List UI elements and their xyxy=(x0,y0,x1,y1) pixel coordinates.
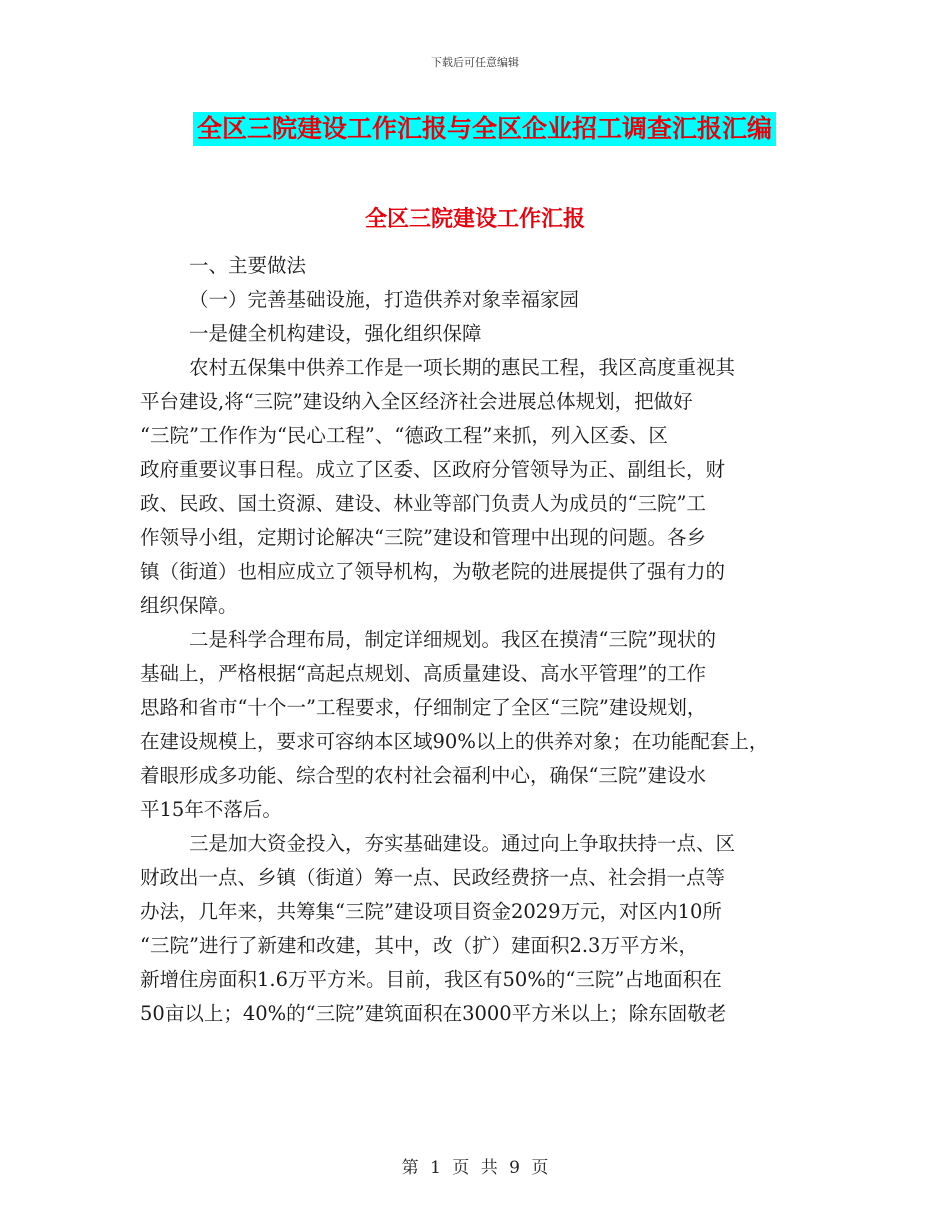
heading-main-practices: 一、主要做法 xyxy=(189,254,307,277)
paragraph-line: 作领导小组，定期讨论解决“三院”建设和管理中出现的问题。各乡 xyxy=(140,526,706,549)
document-body xyxy=(140,249,830,1031)
paragraph-line: “三院”进行了新建和改建，其中，改（扩）建面积2.3万平方米， xyxy=(140,934,698,957)
subheading-infrastructure: （一）完善基础设施，打造供养对象幸福家园 xyxy=(189,288,580,311)
paragraph-line: 新增住房面积1.6万平方米。目前，我区有50%的“三院”占地面积在 xyxy=(140,968,722,991)
paragraph-line: 政、民政、国土资源、建设、林业等部门负责人为成员的“三院”工 xyxy=(140,492,706,515)
paragraph-line: 政府重要议事日程。成立了区委、区政府分管领导为正、副组长，财 xyxy=(140,458,726,481)
paragraph-line: 二是科学合理布局，制定详细规划。我区在摸清“三院”现状的 xyxy=(189,628,716,651)
paragraph-line: 三是加大资金投入，夯实基础建设。通过向上争取扶持一点、区 xyxy=(189,832,736,855)
paragraph-line: 思路和省市“十个一”工程要求，仔细制定了全区“三院”建设规划， xyxy=(140,696,707,719)
paragraph-line: 财政出一点、乡镇（街道）筹一点、民政经费挤一点、社会捐一点等 xyxy=(140,866,726,889)
page-number: 第 1 页 共 9 页 xyxy=(401,1158,549,1178)
paragraph-line: 基础上，严格根据“高起点规划、高质量建设、高水平管理”的工作 xyxy=(140,662,706,685)
paragraph-line: 办法，几年来，共筹集“三院”建设项目资金2029万元，对区内10所 xyxy=(140,900,722,923)
paragraph-line: “三院”工作作为“民心工程”、“德政工程”来抓，列入区委、区 xyxy=(140,424,668,447)
paragraph-line: 农村五保集中供养工作是一项长期的惠民工程，我区高度重视其 xyxy=(189,356,736,379)
paragraph-line: 组织保障。 xyxy=(140,594,238,617)
paragraph-line: 平15年不落后。 xyxy=(140,798,282,821)
document-main-title: 全区三院建设工作汇报与全区企业招工调查汇报汇编 xyxy=(193,112,776,146)
section-title: 全区三院建设工作汇报 xyxy=(364,207,585,232)
paragraph-line: 镇（街道）也相应成立了领导机构，为敬老院的进展提供了强有力的 xyxy=(140,560,726,583)
paragraph-line: 50亩以上；40%的“三院”建筑面积在3000平方米以上；除东固敬老 xyxy=(140,1002,727,1025)
header-note: 下载后可任意编辑 xyxy=(431,56,519,69)
paragraph-line: 在建设规模上，要求可容纳本区域90%以上的供养对象；在功能配套上， xyxy=(140,730,769,753)
paragraph-line: 着眼形成多功能、综合型的农村社会福利中心，确保“三院”建设水 xyxy=(140,764,706,787)
subheading-organization: 一是健全机构建设，强化组织保障 xyxy=(189,322,482,345)
paragraph-line: 平台建设,将“三院”建设纳入全区经济社会进展总体规划，把做好 xyxy=(140,390,693,413)
